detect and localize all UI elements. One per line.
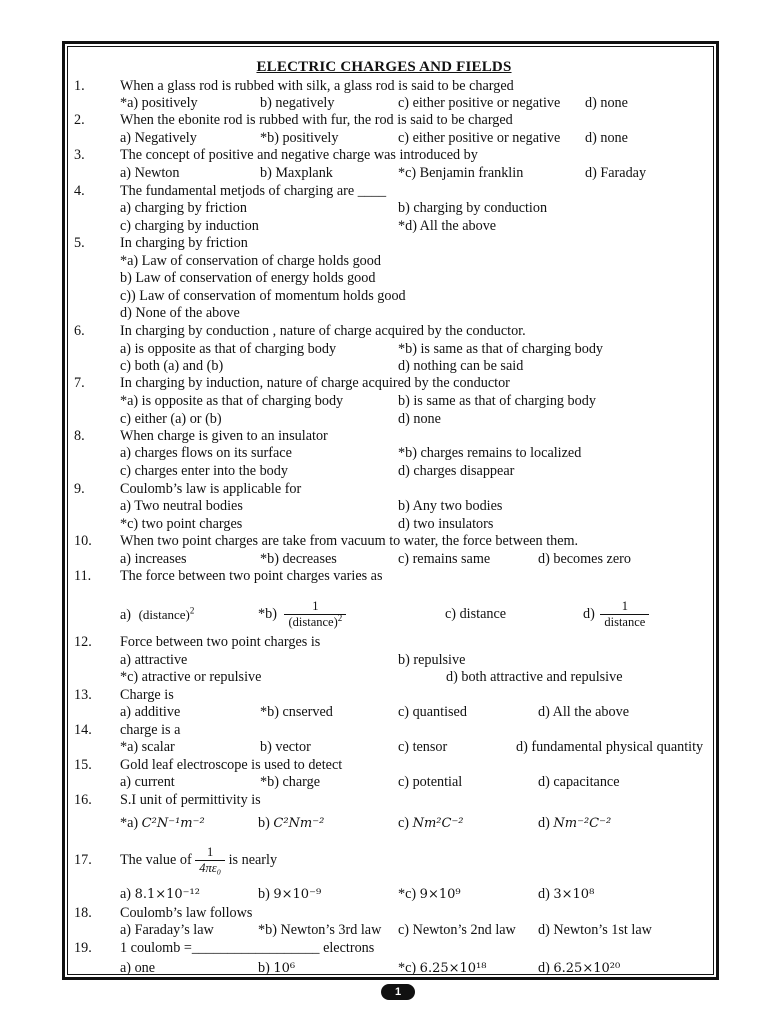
option-b: *b) positively xyxy=(260,130,339,146)
option-d xyxy=(538,886,594,903)
option-c: c) both (a) and (b) xyxy=(120,358,224,374)
option-b-label: *b) xyxy=(258,606,277,622)
option-a: a) additive xyxy=(120,704,181,720)
option-a: a) attractive xyxy=(120,652,188,668)
option-d: d) nothing can be said xyxy=(398,358,524,374)
option-a: a) one xyxy=(120,960,156,976)
option-c: c) potential xyxy=(398,774,463,790)
option-c xyxy=(398,886,461,903)
option-d-label: d) xyxy=(538,815,550,831)
option-c: c) quantised xyxy=(398,704,467,720)
page-number-badge: 1 xyxy=(381,984,415,1000)
option-b: b) repulsive xyxy=(398,652,466,668)
option-c: c)) Law of conservation of momentum holds good xyxy=(120,288,406,304)
option-a-label: a) xyxy=(120,607,132,623)
option-d-formula: Nm⁻²C⁻² xyxy=(553,816,612,831)
option-c: c) charges enter into the body xyxy=(120,463,288,479)
option-b-label: b) xyxy=(258,886,270,902)
option-c: *c) Benjamin franklin xyxy=(398,165,524,181)
question-number: 11. xyxy=(74,568,92,584)
question-number: 8. xyxy=(74,428,85,444)
option-d-formula: 3×10⁸ xyxy=(553,887,595,902)
question-text: S.I unit of permittivity is xyxy=(120,792,261,808)
option-d xyxy=(538,960,620,977)
option-c-formula: Nm²C⁻² xyxy=(412,816,464,831)
option-d-label: d) xyxy=(538,886,550,902)
option-a-expr: (distance) xyxy=(138,607,190,622)
option-b: *b) charge xyxy=(260,774,321,790)
option-c-formula: 9×10⁹ xyxy=(419,887,461,902)
option-b: *b) cnserved xyxy=(260,704,333,720)
option-b: b) Law of conservation of energy holds good xyxy=(120,270,376,286)
question-text: Coulomb’s law follows xyxy=(120,905,253,921)
option-d: d) Newton’s 1st law xyxy=(538,922,652,938)
option-c xyxy=(398,960,486,977)
fraction-denominator: 4πε₀ xyxy=(195,860,225,876)
option-b: b) negatively xyxy=(260,95,335,111)
option-b xyxy=(258,960,295,977)
option-b xyxy=(258,594,346,634)
option-d: d) Faraday xyxy=(585,165,647,181)
fraction-denominator xyxy=(284,614,346,630)
question-text: In charging by conduction , nature of charge acquired by the conductor. xyxy=(120,323,526,339)
fraction-denominator-base: (distance) xyxy=(288,615,338,630)
option-a: a) charging by friction xyxy=(120,200,247,216)
question-number: 13. xyxy=(74,687,92,703)
question-number: 6. xyxy=(74,323,85,339)
question-number: 18. xyxy=(74,905,92,921)
option-b: *b) charges remains to localized xyxy=(398,445,582,461)
question-number: 5. xyxy=(74,235,85,251)
option-a: *a) is opposite as that of charging body xyxy=(120,393,344,409)
option-b: b) Any two bodies xyxy=(398,498,503,514)
question-text: The fundamental metjods of charging are ____ xyxy=(120,183,387,199)
option-b: b) is same as that of charging body xyxy=(398,393,596,409)
option-b-formula: 9×10⁻⁹ xyxy=(273,887,322,902)
option-b: *b) is same as that of charging body xyxy=(398,341,604,357)
question-text: When a glass rod is rubbed with silk, a glass rod is said to be charged xyxy=(120,78,514,94)
option-a: a) Negatively xyxy=(120,130,197,146)
option-a xyxy=(120,886,200,903)
option-a-formula: 8.1×10⁻¹² xyxy=(134,887,200,902)
option-d: d) charges disappear xyxy=(398,463,515,479)
question-text: charge is a xyxy=(120,722,181,738)
option-c: c) either positive or negative xyxy=(398,95,561,111)
question-fraction xyxy=(195,845,225,876)
question-text xyxy=(120,838,277,882)
question-text: Force between two point charges is xyxy=(120,634,321,650)
option-d-label: d) xyxy=(583,606,595,622)
option-a xyxy=(120,815,205,832)
question-number: 15. xyxy=(74,757,92,773)
option-c: c) either positive or negative xyxy=(398,130,561,146)
question-text: Coulomb’s law is applicable for xyxy=(120,481,302,497)
option-b-formula: 10⁶ xyxy=(273,961,296,976)
option-c xyxy=(398,815,464,832)
question-number: 10. xyxy=(74,533,92,549)
question-number: 1. xyxy=(74,78,85,94)
option-c: c) remains same xyxy=(398,551,491,567)
option-d: d) becomes zero xyxy=(538,551,631,567)
option-a: a) Two neutral bodies xyxy=(120,498,243,514)
question-text: In charging by induction, nature of charge acquired by the conductor xyxy=(120,375,510,391)
option-b: b) Maxplank xyxy=(260,165,333,181)
option-b-label: b) xyxy=(258,815,270,831)
option-b xyxy=(258,815,324,832)
option-a: a) current xyxy=(120,774,175,790)
question-number: 19. xyxy=(74,940,92,956)
question-number: 7. xyxy=(74,375,85,391)
option-d: d) fundamental physical quantity xyxy=(516,739,704,755)
option-d-fraction xyxy=(600,599,649,630)
option-c-label: *c) xyxy=(398,886,417,902)
option-d: d) none xyxy=(585,95,628,111)
fraction-numerator: 1 xyxy=(207,845,214,860)
option-d: d) none xyxy=(585,130,628,146)
option-d: d) All the above xyxy=(538,704,630,720)
option-c: c) tensor xyxy=(398,739,448,755)
option-b: *b) decreases xyxy=(260,551,337,567)
option-a: *a) positively xyxy=(120,95,198,111)
option-c: c) Newton’s 2nd law xyxy=(398,922,516,938)
question-number: 14. xyxy=(74,722,92,738)
question-text-pre: The value of xyxy=(120,852,192,868)
fraction-numerator: 1 xyxy=(621,599,628,614)
option-d: d) none xyxy=(398,411,441,427)
question-text: When the ebonite rod is rubbed with fur, the rod is said to be charged xyxy=(120,112,513,128)
option-a: a) Faraday’s law xyxy=(120,922,214,938)
option-c-label: c) xyxy=(398,815,410,831)
option-d xyxy=(538,815,611,832)
question-number: 3. xyxy=(74,147,85,163)
option-c: *c) atractive or repulsive xyxy=(120,669,262,685)
option-d: *d) All the above xyxy=(398,218,497,234)
option-d: d) capacitance xyxy=(538,774,620,790)
question-number: 12. xyxy=(74,634,92,650)
fraction-numerator: 1 xyxy=(312,599,319,614)
option-d: d) two insulators xyxy=(398,516,494,532)
option-c-formula: 6.25×10¹⁸ xyxy=(419,961,487,976)
option-a: a) increases xyxy=(120,551,187,567)
question-number: 16. xyxy=(74,792,92,808)
question-text: When charge is given to an insulator xyxy=(120,428,328,444)
option-c: c) distance xyxy=(445,606,507,622)
option-c-label: *c) xyxy=(398,960,417,976)
option-c: c) either (a) or (b) xyxy=(120,411,222,427)
option-d xyxy=(583,594,649,634)
option-a: a) is opposite as that of charging body xyxy=(120,341,337,357)
option-c: c) charging by induction xyxy=(120,218,259,234)
option-a: *a) Law of conservation of charge holds good xyxy=(120,253,381,269)
option-d: d) None of the above xyxy=(120,305,240,321)
question-text: Charge is xyxy=(120,687,174,703)
question-number: 4. xyxy=(74,183,85,199)
fraction-denominator-exp: 2 xyxy=(337,613,343,624)
option-a: *a) scalar xyxy=(120,739,175,755)
question-text: The force between two point charges varies as xyxy=(120,568,383,584)
option-d: d) both attractive and repulsive xyxy=(446,669,623,685)
question-number: 17. xyxy=(74,852,92,868)
option-a-formula: C²N⁻¹m⁻² xyxy=(141,816,205,831)
option-a: a) Newton xyxy=(120,165,180,181)
fraction-denominator: distance xyxy=(600,614,649,630)
page-title: ELECTRIC CHARGES AND FIELDS xyxy=(256,59,512,75)
option-a: a) charges flows on its surface xyxy=(120,445,292,461)
option-b: b) vector xyxy=(260,739,311,755)
question-text: In charging by friction xyxy=(120,235,248,251)
option-d-formula: 6.25×10²⁰ xyxy=(553,961,621,976)
question-number: 9. xyxy=(74,481,85,497)
option-b: b) charging by conduction xyxy=(398,200,548,216)
option-a xyxy=(120,606,194,624)
question-text: The concept of positive and negative charge was introduced by xyxy=(120,147,478,163)
option-c: *c) two point charges xyxy=(120,516,243,532)
option-b: *b) Newton’s 3rd law xyxy=(258,922,382,938)
option-b-fraction xyxy=(284,599,346,630)
question-text: Gold leaf electroscope is used to detect xyxy=(120,757,343,773)
option-b-formula: C²Nm⁻² xyxy=(273,816,325,831)
question-text: When two point charges are take from vacuum to water, the force between them. xyxy=(120,533,579,549)
question-text: 1 coulomb =__________________ electrons xyxy=(120,940,375,956)
question-text-post: is nearly xyxy=(228,852,278,868)
question-number: 2. xyxy=(74,112,85,128)
option-b-label: b) xyxy=(258,960,270,976)
option-b xyxy=(258,886,321,903)
option-a-exp: 2 xyxy=(189,605,195,616)
option-a-label: *a) xyxy=(120,815,139,831)
option-d-label: d) xyxy=(538,960,550,976)
option-a-label: a) xyxy=(120,886,132,902)
